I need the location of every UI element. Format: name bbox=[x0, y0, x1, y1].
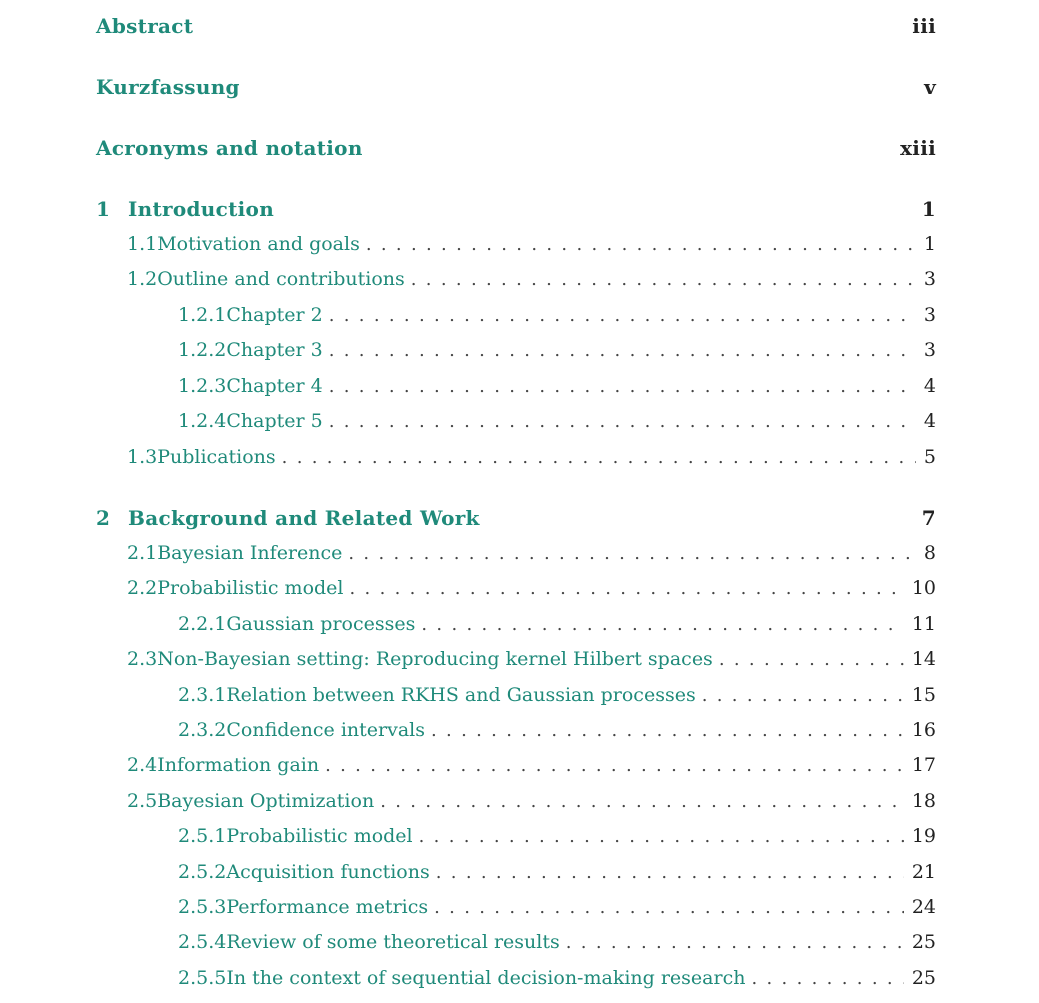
toc-title: Information gain bbox=[157, 754, 320, 776]
toc-page-number: 3 bbox=[923, 339, 936, 361]
toc-title: Relation between RKHS and Gaussian processes bbox=[226, 684, 696, 706]
toc-title: Gaussian processes bbox=[226, 613, 416, 635]
toc-number: 2.5.3 bbox=[178, 896, 227, 918]
dot-leader bbox=[366, 234, 916, 255]
toc-title: Outline and contributions bbox=[157, 268, 405, 290]
toc-number: 1.2.4 bbox=[178, 410, 227, 432]
toc-subsection-1-2-4[interactable] bbox=[178, 410, 936, 432]
toc-page-number: 24 bbox=[911, 896, 936, 918]
toc-number: 2.2 bbox=[127, 577, 158, 599]
dot-leader bbox=[329, 340, 916, 361]
toc-number: 2.3.1 bbox=[178, 684, 227, 706]
dot-leader bbox=[350, 578, 904, 599]
toc-chapter-1[interactable] bbox=[96, 197, 936, 221]
toc-title: Review of some theoretical results bbox=[226, 931, 560, 953]
dot-leader bbox=[702, 685, 904, 706]
toc-subsection-1-2-3[interactable] bbox=[178, 375, 936, 397]
toc-subsection-1-2-1[interactable] bbox=[178, 304, 936, 326]
dot-leader bbox=[419, 826, 904, 847]
toc-title: Chapter 5 bbox=[226, 410, 323, 432]
toc-subsection-2-5-1[interactable] bbox=[178, 825, 936, 847]
toc-section-2-4[interactable] bbox=[127, 754, 936, 776]
toc-page-number: 7 bbox=[921, 506, 936, 530]
toc-page-number: xiii bbox=[900, 136, 936, 160]
toc-number: 2.5 bbox=[127, 790, 158, 812]
toc-number: 2.3 bbox=[127, 648, 158, 670]
toc-title: Non-Bayesian setting: Reproducing kernel Hilbert spaces bbox=[157, 648, 713, 670]
toc-page-number: iii bbox=[912, 14, 936, 38]
toc-subsection-2-3-1[interactable] bbox=[178, 684, 936, 706]
toc-page-number: 25 bbox=[911, 967, 936, 989]
toc-page-number: 19 bbox=[911, 825, 936, 847]
toc-number: 1.2.3 bbox=[178, 375, 227, 397]
toc-subsection-2-2-1[interactable] bbox=[178, 613, 936, 635]
toc-section-2-5[interactable] bbox=[127, 790, 936, 812]
toc-page-number: 11 bbox=[911, 613, 936, 635]
toc-section-2-2[interactable] bbox=[127, 577, 936, 599]
toc-title: Chapter 4 bbox=[226, 375, 323, 397]
toc-page-number: 25 bbox=[911, 931, 936, 953]
toc-page-number: 15 bbox=[911, 684, 936, 706]
toc-number: 2.4 bbox=[127, 754, 158, 776]
toc-title: Chapter 3 bbox=[226, 339, 323, 361]
toc-section-1-2[interactable] bbox=[127, 268, 936, 290]
dot-leader bbox=[282, 447, 916, 468]
dot-leader bbox=[421, 614, 903, 635]
toc-page-number: 1 bbox=[921, 197, 936, 221]
toc-title: Background and Related Work bbox=[128, 506, 480, 530]
dot-leader bbox=[329, 305, 916, 326]
dot-leader bbox=[380, 791, 904, 812]
toc-page-number: 3 bbox=[923, 268, 936, 290]
toc-number: 1.2 bbox=[127, 268, 158, 290]
toc-title: Kurzfassung bbox=[96, 75, 240, 99]
toc-section-1-1[interactable] bbox=[127, 233, 936, 255]
dot-leader bbox=[434, 897, 904, 918]
toc-section-2-1[interactable] bbox=[127, 542, 936, 564]
toc-title: Acquisition functions bbox=[226, 861, 430, 883]
toc-number: 1.1 bbox=[127, 233, 158, 255]
toc-number: 1.3 bbox=[127, 446, 158, 468]
toc-number: 1.2.2 bbox=[178, 339, 227, 361]
toc-subsection-2-5-5[interactable] bbox=[178, 967, 936, 989]
dot-leader bbox=[436, 862, 904, 883]
toc-page-number: 4 bbox=[923, 375, 936, 397]
toc-entry-abstract[interactable] bbox=[96, 14, 936, 38]
dot-leader bbox=[411, 269, 916, 290]
dot-leader bbox=[751, 968, 903, 989]
toc-subsection-1-2-2[interactable] bbox=[178, 339, 936, 361]
toc-section-1-3[interactable] bbox=[127, 446, 936, 468]
dot-leader bbox=[431, 720, 904, 741]
toc-section-2-3[interactable] bbox=[127, 648, 936, 670]
toc-number: 2.5.1 bbox=[178, 825, 227, 847]
toc-title: Abstract bbox=[96, 14, 194, 38]
toc-page-number: v bbox=[924, 75, 936, 99]
toc-title: Publications bbox=[157, 446, 276, 468]
dot-leader bbox=[329, 376, 916, 397]
dot-leader bbox=[329, 411, 916, 432]
toc-page-number: 8 bbox=[923, 542, 936, 564]
toc-entry-acronyms[interactable] bbox=[96, 136, 936, 160]
toc-title: Bayesian Inference bbox=[157, 542, 343, 564]
toc-title: Probabilistic model bbox=[157, 577, 344, 599]
toc-title: Probabilistic model bbox=[226, 825, 413, 847]
toc-page-number: 14 bbox=[911, 648, 936, 670]
toc-title: Confidence intervals bbox=[226, 719, 425, 741]
toc-number: 2.5.2 bbox=[178, 861, 227, 883]
toc-page-number: 18 bbox=[911, 790, 936, 812]
toc-number: 2.2.1 bbox=[178, 613, 227, 635]
toc-number: 2.5.5 bbox=[178, 967, 227, 989]
toc-title: Motivation and goals bbox=[157, 233, 360, 255]
dot-leader bbox=[348, 543, 916, 564]
toc-number: 2.1 bbox=[127, 542, 158, 564]
toc-title: Introduction bbox=[128, 197, 275, 221]
dot-leader bbox=[325, 755, 904, 776]
toc-page-number: 5 bbox=[923, 446, 936, 468]
toc-page-number: 16 bbox=[911, 719, 936, 741]
toc-number: 2 bbox=[96, 506, 111, 530]
toc-title: Chapter 2 bbox=[226, 304, 323, 326]
toc-title: Bayesian Optimization bbox=[157, 790, 375, 812]
toc-subsection-2-5-4[interactable] bbox=[178, 931, 936, 953]
toc-entry-kurzfassung[interactable] bbox=[96, 75, 936, 99]
dot-leader bbox=[566, 932, 904, 953]
toc-page-number: 17 bbox=[911, 754, 936, 776]
toc-title: In the context of sequential decision-making research bbox=[226, 967, 746, 989]
toc-page-number: 1 bbox=[923, 233, 936, 255]
toc-chapter-2[interactable] bbox=[96, 506, 936, 530]
toc-title: Acronyms and notation bbox=[96, 136, 363, 160]
toc-number: 1.2.1 bbox=[178, 304, 227, 326]
dot-leader bbox=[719, 649, 904, 670]
toc-number: 1 bbox=[96, 197, 111, 221]
toc-page-number: 21 bbox=[911, 861, 936, 883]
toc-number: 2.3.2 bbox=[178, 719, 227, 741]
toc-title: Performance metrics bbox=[226, 896, 429, 918]
toc-subsection-2-3-2[interactable] bbox=[178, 719, 936, 741]
toc-page-number: 4 bbox=[923, 410, 936, 432]
toc-subsection-2-5-3[interactable] bbox=[178, 896, 936, 918]
toc-page-number: 3 bbox=[923, 304, 936, 326]
toc-subsection-2-5-2[interactable] bbox=[178, 861, 936, 883]
toc-page-number: 10 bbox=[911, 577, 936, 599]
toc-number: 2.5.4 bbox=[178, 931, 227, 953]
